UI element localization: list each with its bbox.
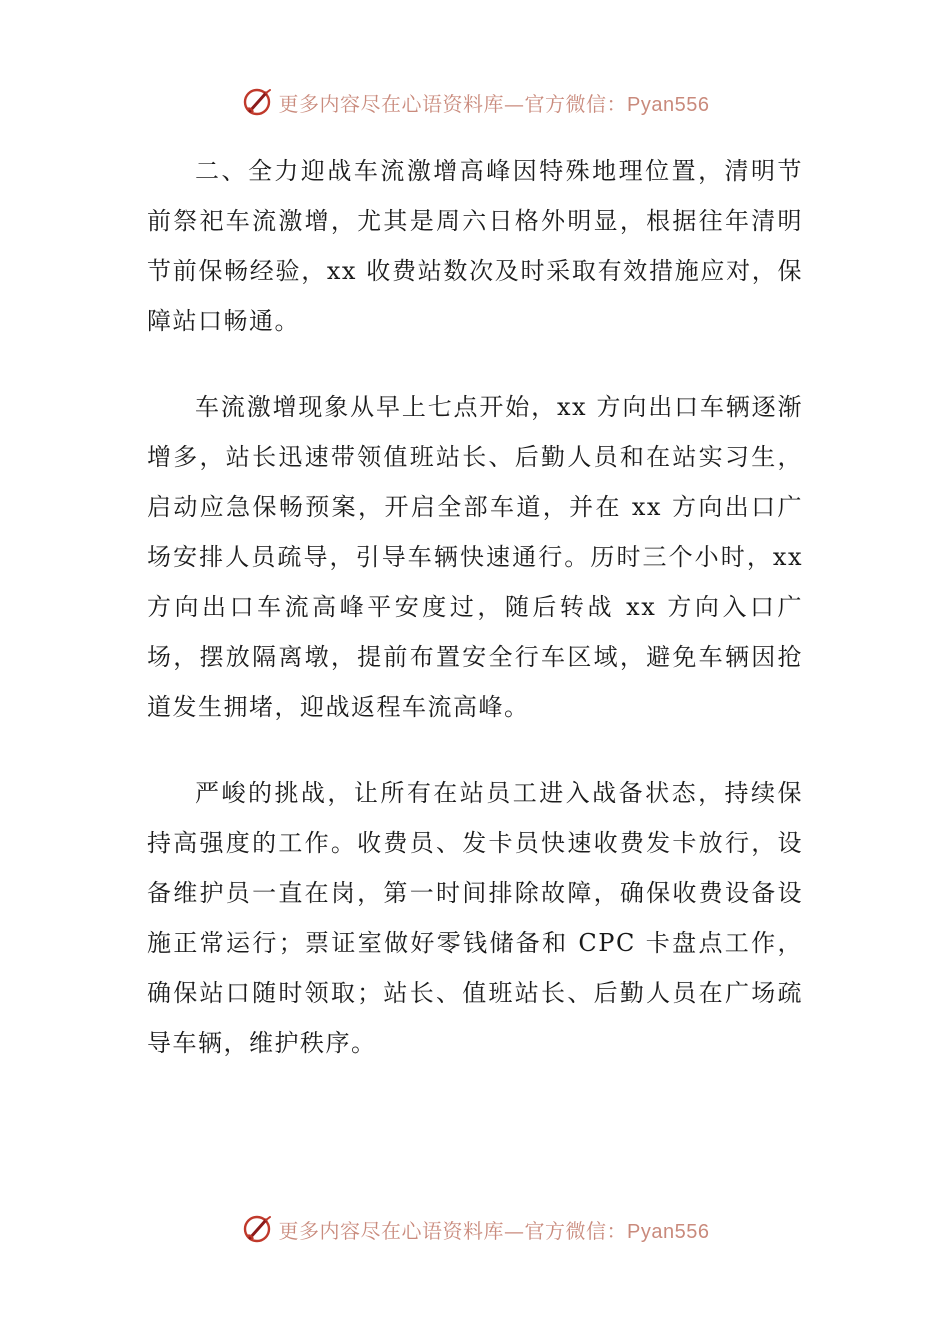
wechat-id: Pyan556	[627, 1220, 710, 1243]
footer-text	[279, 1215, 710, 1244]
brand-text: 更多内容尽在心语资料库	[278, 91, 505, 116]
paragraph: 二、全力迎战车流激增高峰因特殊地理位置，清明节前祭祀车流激增，尤其是周六日格外明显，根据往年清明节前保畅经验，xx 收费站数次及时采取有效措施应对，保障站口畅通。	[147, 157, 803, 335]
header-banner	[0, 82, 950, 122]
paragraph: 车流激增现象从早上七点开始，xx 方向出口车辆逐渐增多，站长迅速带领值班站长、后勤人员和在站实习生，启动应急保畅预案，开启全部车道，并在 xx 方向出口广场安排人员疏导，引导车辆快速通行。历时三个小时，xx 方向出口车流高峰平安度过，随后转战 xx 方向入口广场，摆放隔离墩，提前布置安全行车区域，避免车辆因抢道发生拥堵，迎战返程车流高峰。	[147, 393, 803, 721]
pen-circle-logo-icon	[241, 1212, 275, 1246]
footer-banner	[0, 1209, 950, 1249]
wechat-id: Pyan556	[627, 93, 710, 116]
brand-text: 更多内容尽在心语资料库	[278, 1218, 505, 1243]
pen-circle-logo-icon	[241, 85, 275, 119]
header-text	[279, 88, 710, 117]
wechat-label: 官方微信：	[524, 91, 628, 116]
wechat-label: 官方微信：	[524, 1218, 628, 1243]
paragraph: 严峻的挑战，让所有在站员工进入战备状态，持续保持高强度的工作。收费员、发卡员快速收费发卡放行，设备维护员一直在岗，第一时间排除故障，确保收费设备设施正常运行；票证室做好零钱储备和 CPC 卡盘点工作，确保站口随时领取；站长、值班站长、后勤人员在广场疏导车辆，维护秩序。	[147, 779, 803, 1057]
document-body	[147, 146, 803, 1068]
separator: —	[504, 1218, 525, 1243]
separator: —	[504, 91, 525, 116]
